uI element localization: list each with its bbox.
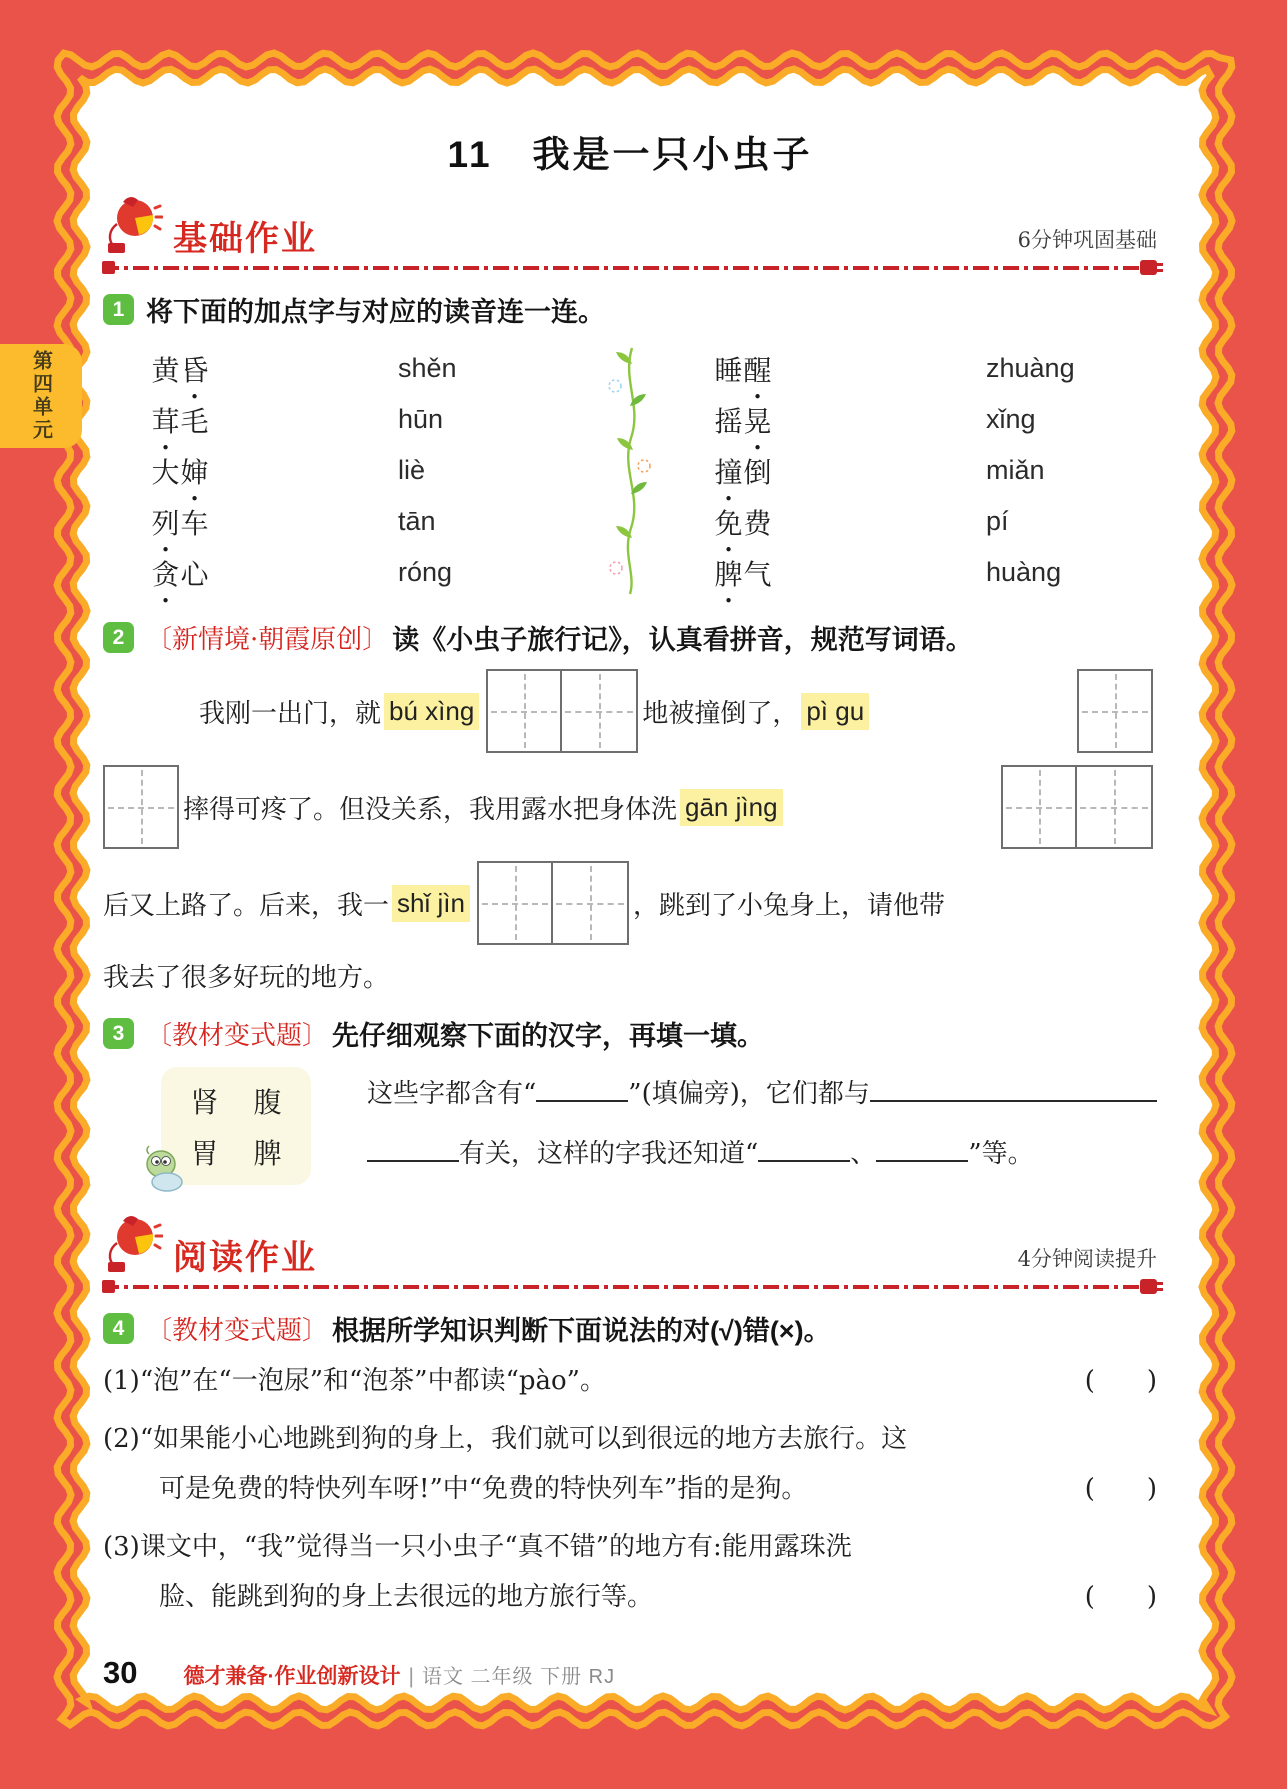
- rule-start-square: [102, 261, 115, 274]
- section-rule: [103, 266, 1157, 270]
- q1-word: [714, 553, 986, 593]
- writing-cell[interactable]: [103, 765, 179, 849]
- q1-word: [714, 400, 986, 440]
- q1-pinyin: pí: [986, 506, 1009, 536]
- q1-number-badge: 1: [103, 294, 134, 325]
- q4-item-1: [103, 1356, 1157, 1406]
- q2-line-2: [103, 765, 1157, 849]
- pinyin-highlight: pì gu: [801, 693, 869, 730]
- q2-text: 后又上路了。后来，我一: [103, 890, 390, 921]
- pinyin-highlight: shǐ jìn: [392, 885, 470, 922]
- footer-divider: |: [408, 1665, 414, 1688]
- q3-text-seg: 、: [850, 1139, 877, 1169]
- writing-box-group: [103, 765, 179, 849]
- q3-char-card: [161, 1067, 311, 1185]
- blank-line[interactable]: [536, 1074, 628, 1102]
- q3-stem-row: [103, 1014, 1157, 1053]
- q1-stem-row: [103, 290, 1157, 329]
- footer-page-number: 30: [103, 1655, 138, 1690]
- writing-cell[interactable]: [1077, 765, 1153, 849]
- q3-text-seg: 有关，这样的字我还知道“: [459, 1139, 759, 1169]
- vine-decoration-icon: [544, 346, 714, 596]
- q3-text-seg: 这些字都含有“: [367, 1079, 537, 1109]
- q1-word: [714, 451, 986, 491]
- q2-text: 地被撞倒了，: [642, 698, 799, 729]
- blank-line[interactable]: [758, 1134, 850, 1162]
- blank-line[interactable]: [876, 1134, 968, 1162]
- writing-box-group: [1077, 669, 1153, 753]
- q3-text-seg: ”等。: [968, 1139, 1034, 1169]
- bug-mascot-icon: [141, 1144, 187, 1201]
- section-time-basic: 6分钟巩固基础: [1017, 228, 1157, 252]
- q2-line-4: 我去了很多好玩的地方。: [103, 963, 390, 993]
- q4-statement: 可是免费的特快列车呀!”中“免费的特快列车”指的是狗。: [159, 1474, 808, 1504]
- q1-match-grid: [103, 343, 1157, 598]
- q1-pinyin: róng: [398, 557, 453, 587]
- q1-char-dotted: 昏: [180, 353, 209, 387]
- writing-box-group: [477, 861, 629, 945]
- section-time-reading: 4分钟阅读提升: [1017, 1247, 1157, 1271]
- answer-paren[interactable]: ( ): [1084, 1582, 1157, 1612]
- q1-char-dotted: 免: [714, 506, 743, 540]
- q1-stem-text: 将下面的加点字与对应的读音连一连。: [146, 297, 605, 327]
- plug-icon: [1140, 260, 1157, 275]
- q2-stem-text: 读《小虫子旅行记》，认真看拼音，规范写词语。: [392, 625, 973, 655]
- q2-text: 摔得可疼了。但没关系，我用露水把身体洗: [183, 794, 678, 825]
- unit-tab-label: 第四单元: [29, 350, 52, 442]
- q1-word: [151, 502, 398, 542]
- answer-paren[interactable]: ( ): [1084, 1474, 1157, 1504]
- writing-cell[interactable]: [477, 861, 553, 945]
- q1-pinyin: shěn: [398, 353, 457, 383]
- q1-word: [714, 502, 986, 542]
- q2-text: 我刚一出门，就: [199, 698, 382, 729]
- q3-number-badge: 3: [103, 1018, 134, 1049]
- q1-char: 心: [180, 557, 209, 591]
- writing-cell[interactable]: [1001, 765, 1077, 849]
- q1-pinyin: liè: [398, 455, 426, 485]
- q4-source-tag: 〔教材变式题〕: [146, 1316, 329, 1346]
- q4-stem-row: [103, 1309, 1157, 1348]
- q1-char: 费: [743, 506, 772, 540]
- section-rule: [103, 1285, 1157, 1289]
- lamp-icon: [103, 196, 163, 258]
- q1-char: 气: [743, 557, 772, 591]
- q3-text: [367, 1067, 1157, 1181]
- writing-box-group: [486, 669, 638, 753]
- q1-char-dotted: 晃: [743, 404, 772, 438]
- q1-char-dotted: 醒: [743, 353, 772, 387]
- writing-box-group: [1001, 765, 1153, 849]
- q2-stem-row: [103, 618, 1157, 657]
- section-heading-reading: 阅读作业: [173, 1238, 317, 1277]
- q4-item-2: [103, 1414, 1157, 1514]
- q1-char-dotted: 茸: [151, 404, 180, 438]
- q1-word: [151, 553, 398, 593]
- q1-char: 车: [180, 506, 209, 540]
- writing-cell[interactable]: [562, 669, 638, 753]
- q1-pinyin: miǎn: [986, 455, 1045, 485]
- q1-char-dotted: 列: [151, 506, 180, 540]
- page-title: 11 我是一只小虫子: [447, 134, 813, 175]
- q1-char: 睡: [714, 353, 743, 387]
- q4-statement: 脸、能跳到狗的身上去很远的地方旅行等。: [159, 1582, 654, 1612]
- q1-pinyin: hūn: [398, 404, 444, 434]
- q4-statement: (3)课文中，“我”觉得当一只小虫子“真不错”的地方有:能用露珠洗: [103, 1532, 852, 1562]
- page-content: [103, 100, 1157, 1622]
- rule-start-square: [102, 1280, 115, 1293]
- q4-item-3: [103, 1522, 1157, 1622]
- q1-word: [151, 400, 398, 440]
- q4-stem-text: 根据所学知识判断下面说法的对(√)错(×)。: [332, 1316, 831, 1346]
- q3-char: 腹: [253, 1085, 282, 1119]
- q1-char: 黄: [151, 353, 180, 387]
- lamp-icon: [103, 1215, 163, 1277]
- q2-line-3: [103, 861, 1157, 945]
- q3-char: 胃: [190, 1136, 219, 1170]
- q1-pinyin: xǐng: [986, 404, 1036, 434]
- q2-source-tag: 〔新情境·朝霞原创〕: [146, 625, 389, 655]
- q3-stem-text: 先仔细观察下面的汉字，再填一填。: [332, 1021, 765, 1051]
- q4-statement: (2)“如果能小心地跳到狗的身上，我们就可以到很远的地方去旅行。这: [103, 1424, 908, 1454]
- section-header-basic: [103, 196, 1157, 270]
- q3-text-seg: ”(填偏旁)，它们都与: [628, 1079, 870, 1109]
- blank-line[interactable]: [367, 1134, 459, 1162]
- answer-paren[interactable]: ( ): [1084, 1366, 1157, 1396]
- q3-char: 脾: [253, 1136, 282, 1170]
- q3-source-tag: 〔教材变式题〕: [146, 1021, 329, 1051]
- section-header-reading: [103, 1215, 1157, 1289]
- writing-cell[interactable]: [1077, 669, 1153, 753]
- q1-char: 大: [151, 455, 180, 489]
- q2-line-1: [103, 669, 1157, 753]
- section-heading-basic: 基础作业: [173, 219, 317, 258]
- q1-char: 毛: [180, 404, 209, 438]
- footer-brand: 德才兼备·作业创新设计: [183, 1665, 401, 1688]
- q2-text: ，跳到了小兔身上，请他带: [632, 890, 945, 921]
- q1-word: [151, 349, 398, 389]
- q1-pinyin: huàng: [986, 557, 1062, 587]
- q1-char-dotted: 婶: [180, 455, 209, 489]
- q2-number-badge: 2: [103, 622, 134, 653]
- q1-char-dotted: 脾: [714, 557, 743, 591]
- pinyin-highlight: gān jìng: [680, 789, 783, 826]
- q1-char: 倒: [743, 455, 772, 489]
- q1-char-dotted: 撞: [714, 455, 743, 489]
- q4-statement: (1)“泡”在“一泡尿”和“泡茶”中都读“pào”。: [103, 1366, 606, 1396]
- page-footer: [103, 1655, 1157, 1691]
- unit-tab: [0, 344, 82, 448]
- q3-char: 肾: [190, 1085, 219, 1119]
- q1-char: 摇: [714, 404, 743, 438]
- blank-line[interactable]: [870, 1074, 1157, 1102]
- footer-meta: 语文 二年级 下册 RJ: [421, 1666, 616, 1688]
- q1-char-dotted: 贪: [151, 557, 180, 591]
- q4-number-badge: 4: [103, 1313, 134, 1344]
- q1-word: [714, 349, 986, 389]
- q1-word: [151, 451, 398, 491]
- q1-pinyin: tān: [398, 506, 436, 536]
- q1-pinyin: zhuàng: [986, 353, 1075, 383]
- q3-body: [103, 1067, 1157, 1185]
- plug-icon: [1140, 1279, 1157, 1294]
- writing-cell[interactable]: [486, 669, 562, 753]
- writing-cell[interactable]: [553, 861, 629, 945]
- pinyin-highlight: bú xìng: [384, 693, 479, 730]
